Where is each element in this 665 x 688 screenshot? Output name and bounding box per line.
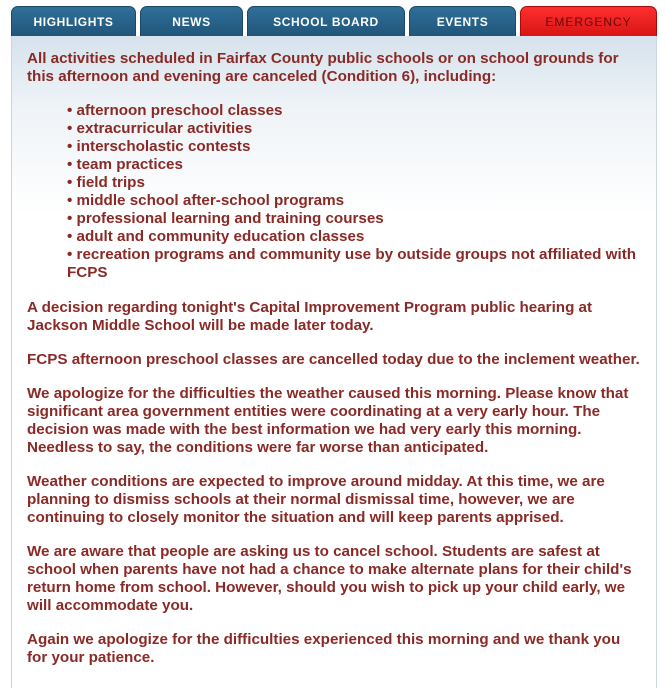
list-item: • afternoon preschool classes bbox=[67, 102, 642, 120]
list-item: • adult and community education classes bbox=[67, 228, 642, 246]
canceled-activities-list bbox=[27, 102, 642, 282]
list-item: • professional learning and training courses bbox=[67, 210, 642, 228]
list-item: • middle school after-school programs bbox=[67, 192, 642, 210]
weather-paragraph: Weather conditions are expected to improve around midday. At this time, we are planning to dismiss schools at their normal dismissal time, however, we are continuing to closely monitor the situation and will keep parents apprised. bbox=[27, 473, 605, 526]
emergency-content-panel bbox=[11, 36, 657, 688]
tab-school-board[interactable]: SCHOOL BOARD bbox=[247, 6, 405, 36]
list-item: • interscholastic contests bbox=[67, 138, 642, 156]
cancel-requests-paragraph: We are aware that people are asking us to cancel school. Students are safest at school when parents have not had a chance to make alternate plans for their child's return home from school. However, should you wish to pick up your child early, we will accommodate you. bbox=[27, 543, 632, 614]
tab-news[interactable]: NEWS bbox=[140, 6, 243, 36]
list-item: • recreation programs and community use by outside groups not affiliated with FCPS bbox=[67, 246, 642, 282]
apology-paragraph: We apologize for the difficulties the weather caused this morning. Please know that significant area government entities were coordinating at a very early hour. The decision was made with the best information we had very early this morning. Needless to say, the conditions were far worse than anticipated. bbox=[27, 385, 629, 456]
tab-emergency[interactable]: EMERGENCY bbox=[520, 6, 657, 36]
tab-highlights[interactable]: HIGHLIGHTS bbox=[11, 6, 136, 36]
tab-events[interactable]: EVENTS bbox=[409, 6, 516, 36]
list-item: • team practices bbox=[67, 156, 642, 174]
list-item: • field trips bbox=[67, 174, 642, 192]
tab-bar bbox=[11, 6, 657, 36]
closing-paragraph: Again we apologize for the difficulties experienced this morning and we thank you for your patience. bbox=[27, 631, 621, 666]
list-item: • extracurricular activities bbox=[67, 120, 642, 138]
intro-paragraph: All activities scheduled in Fairfax County public schools or on school grounds for this afternoon and evening are canceled (Condition 6), including: bbox=[27, 50, 619, 85]
preschool-paragraph: FCPS afternoon preschool classes are cancelled today due to the inclement weather. bbox=[27, 351, 640, 368]
hearing-paragraph: A decision regarding tonight's Capital Improvement Program public hearing at Jackson Middle School will be made later today. bbox=[27, 299, 593, 334]
